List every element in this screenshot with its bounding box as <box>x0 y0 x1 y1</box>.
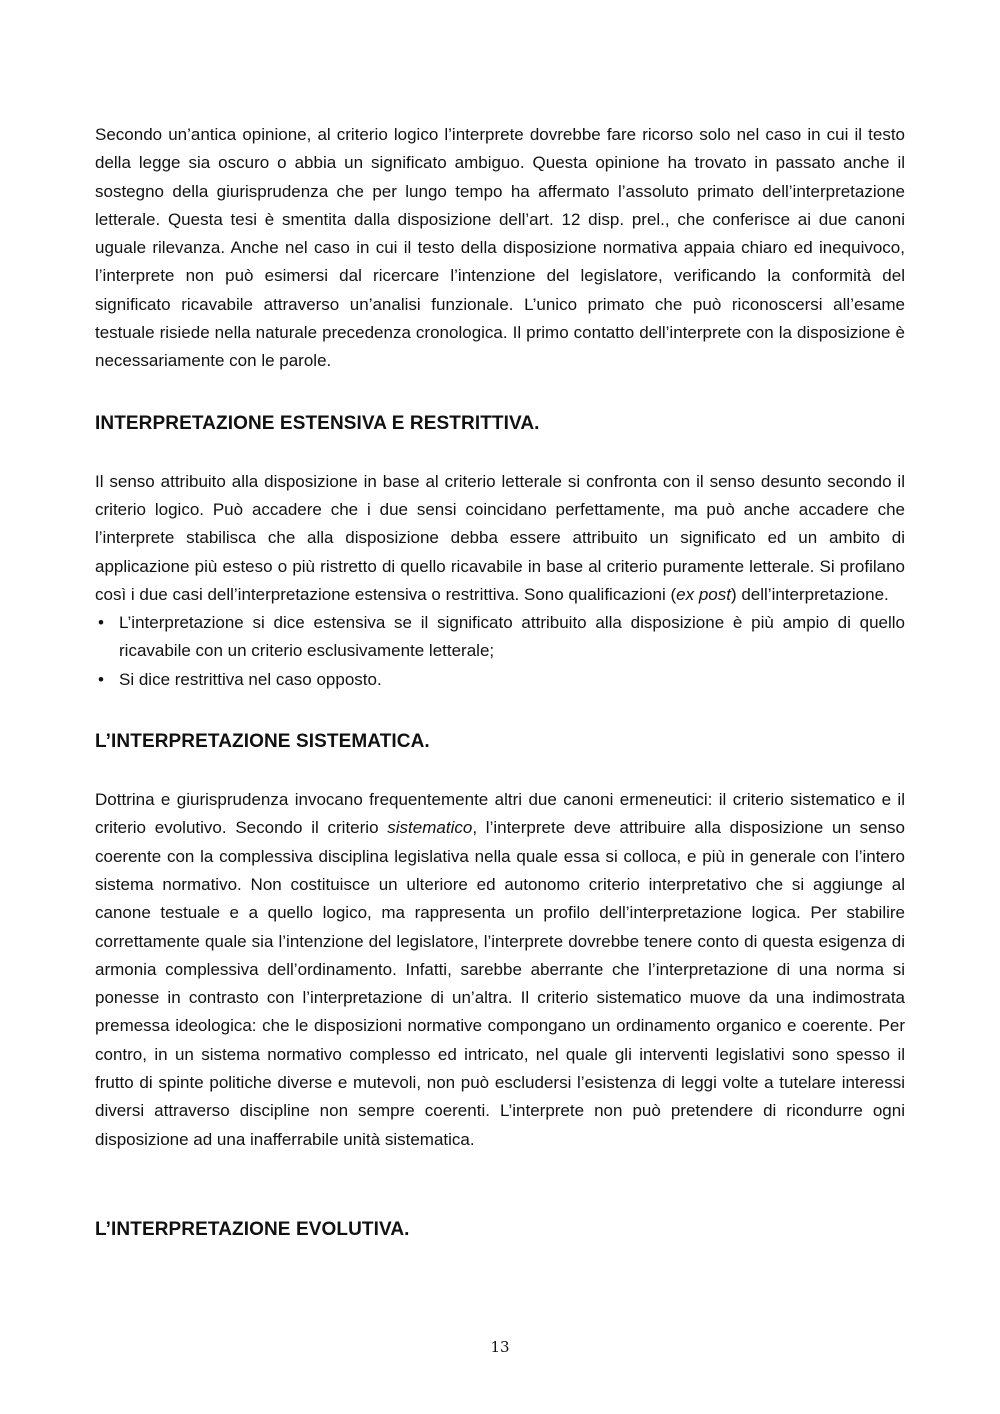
heading-sistematica: L’INTERPRETAZIONE SISTEMATICA. <box>95 731 430 753</box>
heading-evolutiva: L’INTERPRETAZIONE EVOLUTIVA. <box>95 1218 410 1240</box>
spacer <box>95 756 905 786</box>
spacer <box>95 694 905 728</box>
bullet-icon: • <box>98 613 104 633</box>
list-item <box>95 609 905 666</box>
intro-paragraph: Secondo un’antica opinione, al criterio logico l’interprete dovrebbe fare ricorso solo nel caso in cui il testo della legge sia oscuro o abbia un significato ambiguo. Questa opinione ha trovato in passato anche il sostegno della giurisprudenza che per lungo tempo ha affermato l’assoluto primato dell’interpretazione letterale. Questa tesi è smentita dalla disposizione dell’art. 12 disp. prel., che conferisce ai due canoni uguale rilevanza. Anche nel caso in cui il testo della disposizione normativa appaia chiaro ed inequivoco, l’interprete non può esimersi dal ricercare l’intenzione del legislatore, verificando la conformità del significato ricavabile attraverso un’analisi funzionale. L’unico primato che può riconoscersi all’esame testuale risiede nella naturale precedenza cronologica. Il primo contatto dell’interprete con la disposizione è necessariamente con le parole. <box>95 125 905 371</box>
page-content <box>95 121 905 1244</box>
paragraph-text: ) dell’interpretazione. <box>730 584 889 604</box>
paragraph-text: Il senso attribuito alla disposizione in base al criterio letterale si confronta con il senso desunto secondo il criterio logico. Può accadere che i due sensi coincidano perfettamente, ma può anche accadere che l’interprete stabilisca che alla disposizione debba essere attribuito un significato ed un ambito di applicazione più esteso o più ristretto di quello ricavabile in base al criterio puramente letterale. Si profilano così i due casi dell’interpretazione estensiva o restrittiva. Sono qualificazioni ( <box>95 471 905 604</box>
spacer <box>95 1154 905 1216</box>
page-number: 13 <box>490 1338 510 1356</box>
paragraph-sistematica <box>95 786 905 1154</box>
bullet-icon: • <box>98 669 104 689</box>
paragraph-estensiva <box>95 468 905 609</box>
italic-term: sistematico <box>387 818 473 838</box>
spacer <box>95 438 905 468</box>
spacer <box>95 376 905 410</box>
list-item-text: L’interpretazione si dice estensiva se il significato attribuito alla disposizione è più ampio di quello ricavabile con un criterio esclusivamente letterale; <box>119 613 905 661</box>
bullet-list <box>95 609 905 694</box>
list-item-text: Si dice restrittiva nel caso opposto. <box>119 669 382 689</box>
list-item <box>95 666 905 694</box>
heading-estensiva: INTERPRETAZIONE ESTENSIVA E RESTRITTIVA. <box>95 412 540 434</box>
italic-term: ex post <box>676 584 731 604</box>
paragraph-text: Dottrina e giurisprudenza invocano frequentemente altri due canoni ermeneutici: il criterio sistematico e il criterio evolutivo. Secondo il criterio <box>95 790 905 838</box>
paragraph-text: , l’interprete deve attribuire alla disposizione un senso coerente con la complessiva disciplina legislativa nella quale essa si colloca, e più in generale con l’intero sistema normativo. Non costituisce un ulteriore ed autonomo criterio interpretativo che si aggiunge al canone testuale e a quello logico, ma rappresenta un profilo dell’interpretazione logica. Per stabilire correttamente quale sia l’intenzione del legislatore, l’interprete dovrebbe tenere conto di questa esigenza di armonia complessiva dell’ordinamento. Infatti, sarebbe aberrante che l’interpretazione di una norma si ponesse in contrasto con l’interpretazione di un’altra. Il criterio sistematico muove da una indimostrata premessa ideologica: che le disposizioni normative compongano un ordinamento organico e coerente. Per contro, in un sistema normativo complesso ed intricato, nel quale gli interventi legislativi sono spesso il frutto di spinte politiche diverse e mutevoli, non può escludersi l’esistenza di leggi volte a tutelare interessi diversi attraverso discipline non sempre coerenti. L’interprete non può pretendere di ricondurre ogni disposizione ad una inafferrabile unità sistematica. <box>95 818 905 1149</box>
